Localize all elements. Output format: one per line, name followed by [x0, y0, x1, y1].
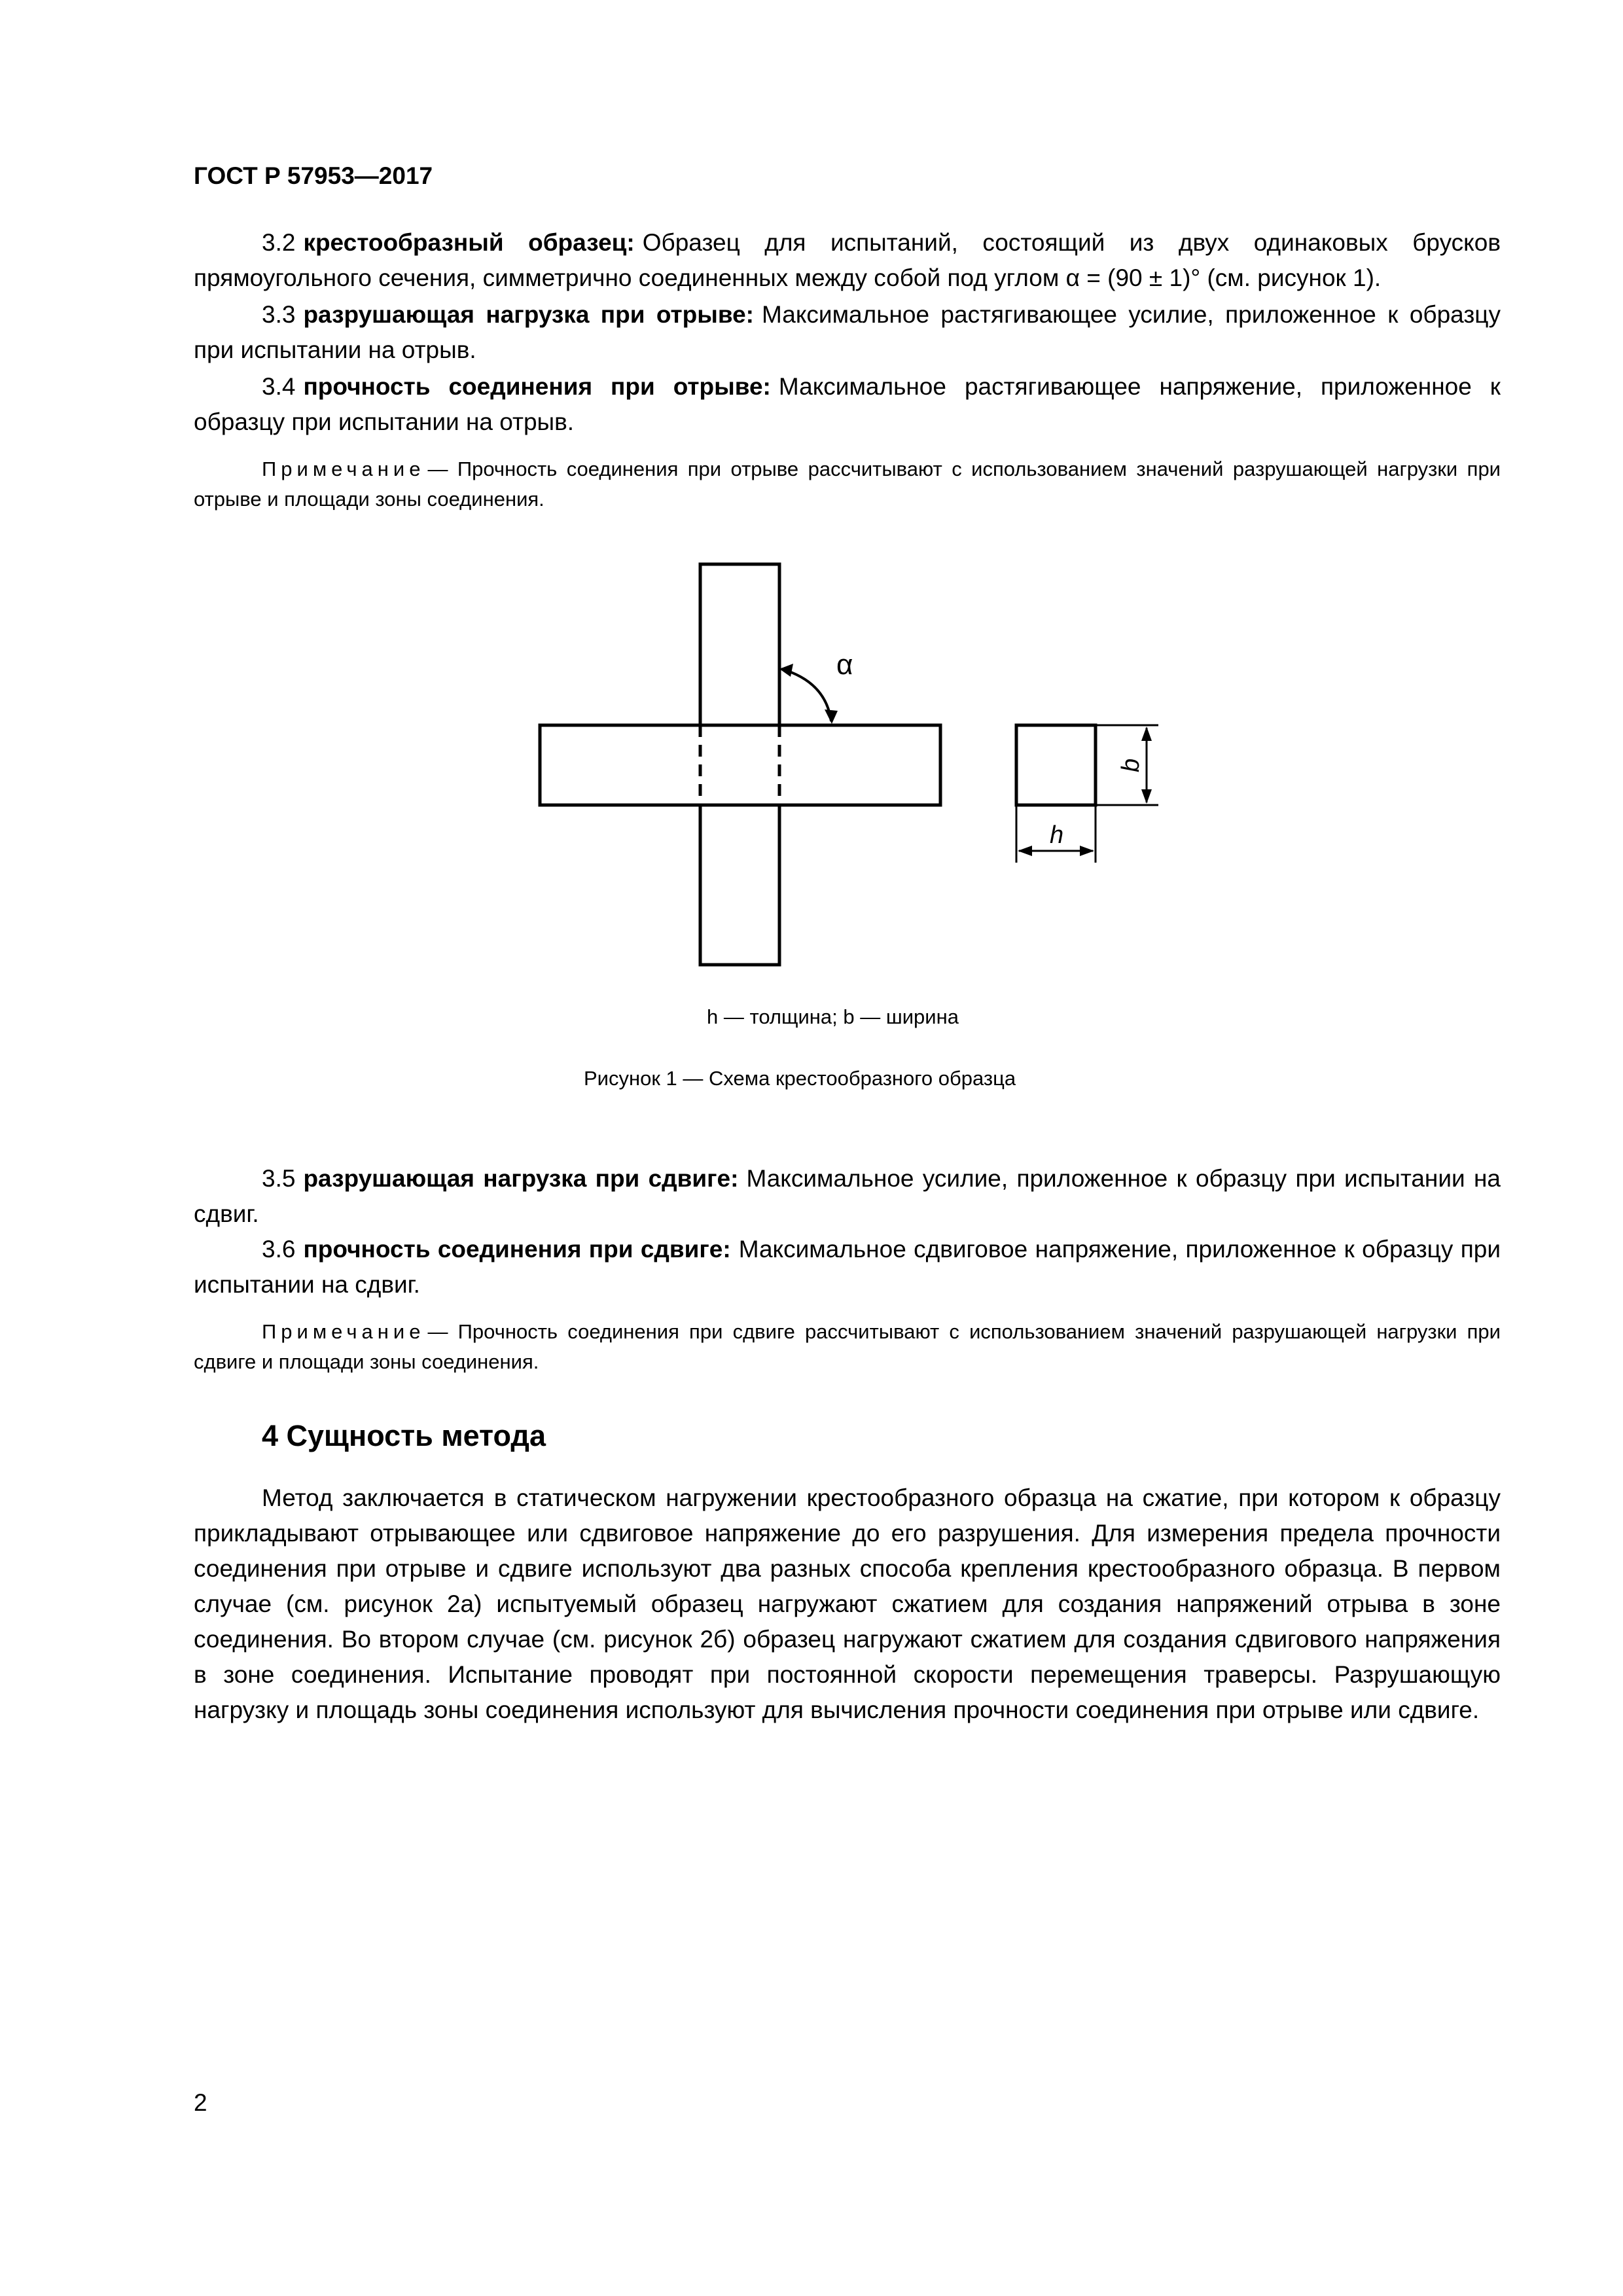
angle-arrow-start: [779, 664, 793, 677]
figure-caption: Рисунок 1 — Схема крестообразного образца: [584, 1067, 1016, 1090]
definition-text: Образец для испытаний, состоящий из двух одинаковых брусков прямоугольного сечения, симметрично соединенных между собой под углом α = (90 ± 1)° (см. рисунок 1).: [194, 229, 1501, 291]
definition-3-5: [194, 1161, 1501, 1232]
cross-section: [1016, 725, 1096, 805]
definition-number: 3.2: [262, 229, 296, 256]
definition-term: разрушающая нагрузка при сдвиге:: [303, 1165, 739, 1192]
angle-arc: [781, 669, 831, 721]
definition-text: Максимальное сдвиговое напряжение, приложенное к образцу при испытании на сдвиг.: [194, 1236, 1501, 1298]
h-arrow-left: [1018, 846, 1032, 856]
definition-term: крестообразный образец:: [303, 229, 635, 256]
definition-text: Максимальное растягивающее усилие, приложенное к образцу при испытании на отрыв.: [194, 301, 1501, 363]
definition-3-6: [194, 1232, 1501, 1302]
definition-term: разрушающая нагрузка при отрыве:: [303, 301, 754, 328]
note-text: — Прочность соединения при сдвиге рассчитывают с использованием значений разрушающей нагрузки при сдвиге и площади зоны соединения.: [194, 1320, 1501, 1373]
definition-number: 3.6: [262, 1236, 296, 1263]
b-arrow-bottom: [1141, 789, 1152, 804]
note-label: Примечание: [262, 457, 425, 480]
b-label: b: [1117, 758, 1145, 772]
angle-arrow-end: [825, 709, 838, 724]
note-label: Примечание: [262, 1320, 425, 1343]
b-arrow-top: [1141, 726, 1152, 741]
note-2: [194, 1317, 1501, 1377]
page-number: 2: [194, 2089, 207, 2116]
section-4-heading: 4 Сущность метода: [262, 1419, 546, 1452]
definition-number: 3.4: [262, 373, 296, 400]
alpha-label: α: [836, 649, 853, 681]
definition-term: прочность соединения при отрыве:: [303, 373, 771, 400]
figure-legend: h — толщина; b — ширина: [707, 1005, 959, 1028]
definition-number: 3.5: [262, 1165, 296, 1192]
figure-cross-specimen: [0, 0, 1623, 1113]
h-arrow-right: [1080, 846, 1094, 856]
note-text: — Прочность соединения при отрыве рассчитывают с использованием значений разрушающей нагрузки при отрыве и площади зоны соединения.: [194, 457, 1501, 511]
section-4-body: Метод заключается в статическом нагружении крестообразного образца на сжатие, при котором к образцу прикладывают отрывающее или сдвиговое напряжение до его разрушения. Для измерения предела прочности соединения при отрыве и сдвиге используют два разных способа крепления крестообразного образца. В первом случае (см. рисунок 2а) испытуемый образец нагружают сжатием для создания напряжений отрыва в зоне соединения. Во втором случае (см. рисунок 2б) образец нагружают сжатием для создания сдвигового напряжения в зоне соединения. Испытание проводят при постоянной скорости перемещения траверсы. Разрушающую нагрузку и площадь зоны соединения используют для вычисления прочности соединения при отрыве или сдвиге.: [194, 1484, 1501, 1723]
definition-term: прочность соединения при сдвиге:: [303, 1236, 731, 1263]
definition-text: Максимальное растягивающее напряжение, приложенное к образцу при испытании на отрыв.: [194, 373, 1501, 435]
definition-number: 3.3: [262, 301, 296, 328]
horizontal-bar: [540, 725, 940, 805]
h-label: h: [1050, 821, 1064, 849]
definition-text: Максимальное усилие, приложенное к образцу при испытании на сдвиг.: [194, 1165, 1501, 1227]
document-header: ГОСТ Р 57953—2017: [194, 162, 433, 189]
